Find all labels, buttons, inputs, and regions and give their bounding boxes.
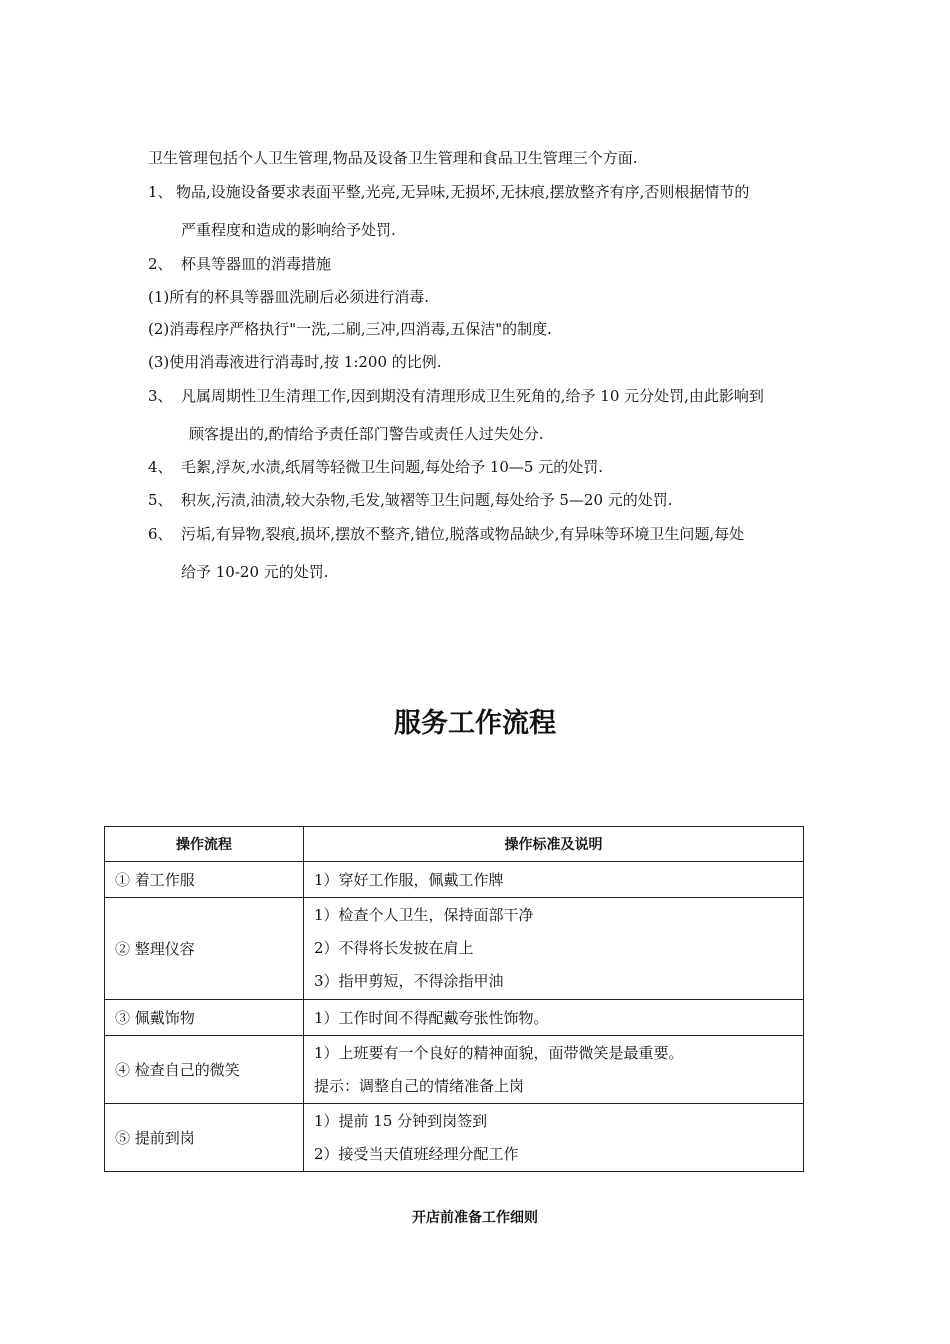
description-line: 提示：调整自己的情绪准备上岗: [314, 1076, 525, 1095]
item-text: 积灰,污渍,油渍,较大杂物,毛发,皱褶等卫生问题,每处给予 5—20 元的处罚.: [181, 491, 673, 509]
sub-item-1: (1)所有的杯具等器皿洗刷后必须进行消毒.: [148, 288, 430, 306]
item-number: 1、: [148, 183, 173, 201]
description-cell: [304, 1000, 804, 1036]
description-line: 3）指甲剪短，不得涂指甲油: [314, 972, 504, 990]
description-line: 1）工作时间不得配戴夸张性饰物。: [314, 1009, 549, 1027]
description-line: 2）接受当天值班经理分配工作: [314, 1144, 519, 1163]
description-line: 1）检查个人卫生，保持面部干净: [314, 906, 534, 924]
step-cell: ③ 佩戴饰物: [105, 1000, 304, 1036]
step-cell: ④ 检查自己的微笑: [105, 1036, 304, 1104]
description-cell: [304, 898, 804, 1000]
service-flow-table: [104, 826, 804, 1172]
description-cell: [304, 1104, 804, 1172]
hygiene-item-1-cont: 严重程度和造成的影响给予处罚.: [181, 221, 396, 239]
column-header: 操作标准及说明: [304, 827, 804, 862]
item-text: 物品,设施设备要求表面平整,光亮,无异味,无损坏,无抹痕,摆放整齐有序,否则根据情节的: [176, 183, 750, 201]
sub-item-3: (3)使用消毒液进行消毒时,按 1:200 的比例.: [148, 353, 442, 371]
description-line: 1）上班要有一个良好的精神面貌，面带微笑是最重要。: [314, 1043, 684, 1062]
page-title: 服务工作流程: [394, 708, 556, 739]
item-text: 凡属周期性卫生清理工作,因到期没有清理形成卫生死角的,给予 10 元分处罚,由此影响到: [181, 387, 764, 405]
section-heading: 开店前准备工作细则: [412, 1210, 538, 1226]
column-header: 操作流程: [105, 827, 304, 862]
description-line: 2）不得将长发披在肩上: [314, 939, 474, 957]
item-number: 5、: [148, 491, 173, 509]
item-number: 3、: [148, 387, 173, 405]
description-line: 1）穿好工作服，佩戴工作牌: [314, 871, 504, 889]
table-header-row: [105, 827, 804, 862]
description-line: 1）提前 15 分钟到岗签到: [314, 1111, 488, 1130]
sub-item-2: (2)消毒程序严格执行"一洗,二刷,三冲,四消毒,五保洁"的制度.: [148, 320, 552, 338]
table-row: [105, 1104, 804, 1172]
table-row: [105, 862, 804, 898]
table-row: [105, 1036, 804, 1104]
step-cell: ① 着工作服: [105, 862, 304, 898]
table-row: [105, 898, 804, 1000]
item-text: 毛絮,浮灰,水渍,纸屑等轻微卫生问题,每处给予 10—5 元的处罚.: [181, 458, 604, 476]
item-text: 杯具等器皿的消毒措施: [181, 255, 332, 273]
hygiene-intro: 卫生管理包括个人卫生管理,物品及设备卫生管理和食品卫生管理三个方面.: [148, 149, 638, 167]
item-number: 4、: [148, 458, 173, 476]
item-text: 污垢,有异物,裂痕,损坏,摆放不整齐,错位,脱落或物品缺少,有异味等环境卫生问题,每处: [181, 525, 745, 543]
step-cell: ⑤ 提前到岗: [105, 1104, 304, 1172]
step-cell: ② 整理仪容: [105, 898, 304, 1000]
table-row: [105, 1000, 804, 1036]
description-cell: [304, 1036, 804, 1104]
hygiene-item-6-cont: 给予 10-20 元的处罚.: [181, 563, 329, 581]
hygiene-item-3-cont: 顾客提出的,酌情给予责任部门警告或责任人过失处分.: [189, 425, 544, 443]
item-number: 6、: [148, 525, 173, 543]
description-cell: [304, 862, 804, 898]
item-number: 2、: [148, 255, 173, 273]
